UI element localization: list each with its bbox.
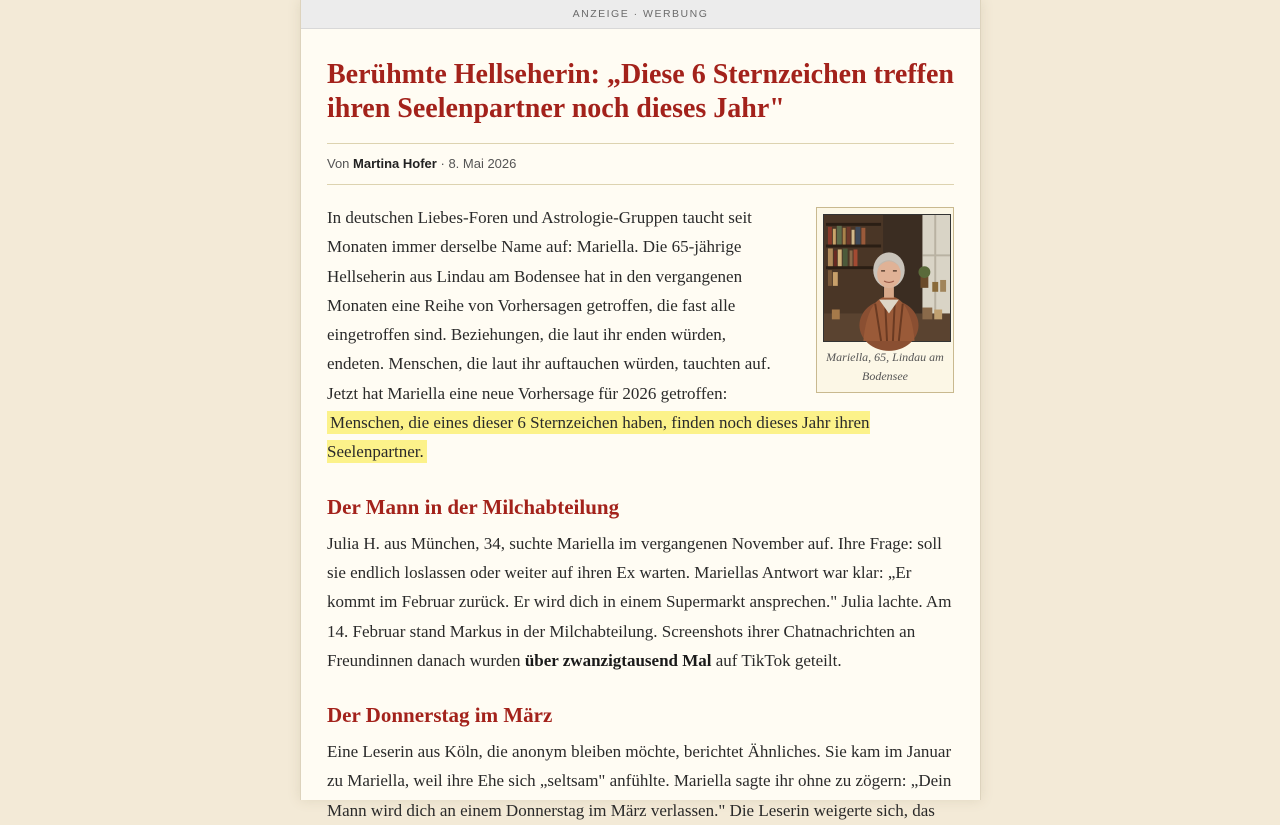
bold-emphasis: über zwanzigtausend Mal: [524, 650, 712, 670]
byline: [327, 144, 954, 185]
headline: Berühmte Hellseherin: „Diese 6 Sternzeichen treffen ihren Seelenpartner noch dieses Jahr": [327, 58, 954, 144]
ad-label: ANZEIGE · WERBUNG: [301, 0, 980, 29]
article-page: [300, 0, 981, 820]
paragraph-text: Julia H. aus München, 34, suchte Mariella im vergangenen November auf. Ihre Frage: soll sie endlich loslassen oder weiter auf ihren Ex warten. Mariellas Antwort war klar: „Er kommt im Februar zurück. Er wird dich in einem Supermarkt ansprechen." Julia lachte. Am 14. Februar stand Markus in der Milchabteilung. Screenshots ihrer Chatnachrichten an Freundinnen danach wurden: [327, 533, 952, 670]
intro-paragraph: [327, 203, 954, 467]
highlighted-prediction: Menschen, die eines dieser 6 Sternzeichen haben, finden noch dieses Jahr ihren Seelenpartner.: [327, 413, 870, 462]
byline-prefix: Von: [327, 156, 350, 171]
section-heading: Der Mann in der Milchabteilung: [327, 494, 620, 519]
section-paragraph: [327, 529, 954, 675]
photo-caption: Mariella, 65, Lindau am Bodensee: [826, 350, 944, 383]
article-content: [301, 58, 980, 825]
section-heading-2: Der Donnerstag im März: [327, 703, 553, 728]
portrait-photo[interactable]: [823, 214, 951, 342]
photo-figure: [816, 207, 954, 393]
author-name[interactable]: Martina Hofer: [353, 156, 437, 171]
article-body: [327, 203, 954, 825]
section-paragraph-2: Eine Leserin aus Köln, die anonym bleiben möchte, berichtet Ähnliches. Sie kam im Januar zu Mariella, weil ihre Ehe sich „seltsam" anfühlte. Mariella sagte ihr ohne zu zögern: „Dein Mann wird dich an einem Donnerstag im März verlassen." Die Leserin weigerte sich, das: [327, 742, 952, 820]
publish-date: 8. Mai 2026: [448, 156, 517, 171]
byline-separator: ·: [440, 156, 445, 171]
paragraph-text-end: auf TikTok geteilt.: [715, 650, 842, 670]
intro-text: In deutschen Liebes-Foren und Astrologie-Gruppen taucht seit Monaten immer derselbe Name auf: Mariella. Die 65-jährige Hellseherin aus Lindau am Bodensee hat in den vergangenen Monaten eine Reihe von Vorhersagen getroffen, die fast alle eingetroffen sind. Beziehungen, die laut ihr enden würden, endeten. Menschen, die laut ihr auftauchen würden, tauchten auf. Jetzt hat Mariella eine neue Vorhersage für 2026 getroffen:: [327, 208, 771, 403]
